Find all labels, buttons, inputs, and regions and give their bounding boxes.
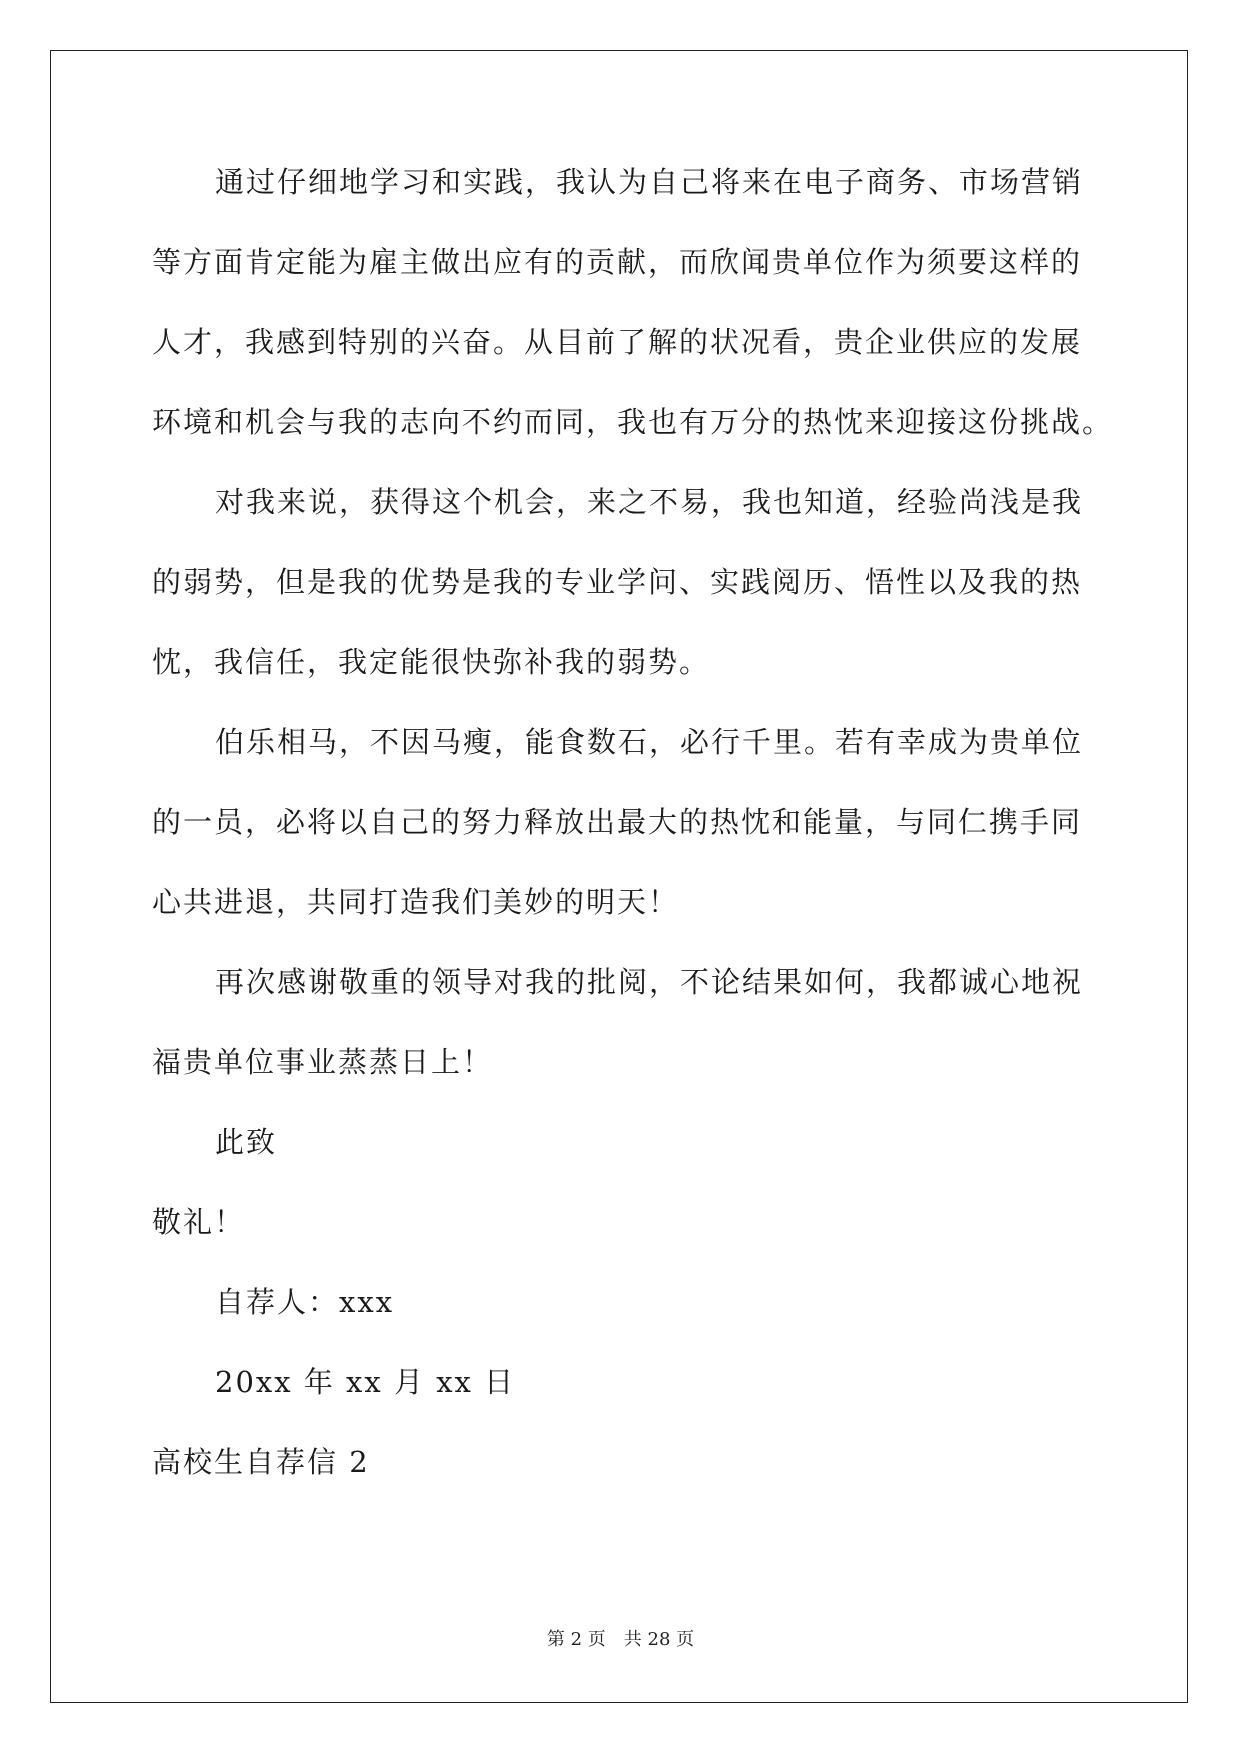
text-line: 福贵单位事业蒸蒸日上！ [152,1045,494,1079]
text-line: 等方面肯定能为雇主做出应有的贡献，而欣闻贵单位作为须要这样的 [152,245,1083,279]
text-line: 对我来说，获得这个机会，来之不易，我也知道，经验尚浅是我 [215,485,1084,519]
text-line: 此致 [215,1125,278,1159]
text-line: 高校生自荐信 2 [152,1445,370,1479]
text-line: 伯乐相马，不因马瘦，能食数石，必行千里。若有幸成为贵单位 [215,725,1084,759]
text-line: 忱，我信任，我定能很快弥补我的弱势。 [152,645,711,679]
text-line: 心共进退，共同打造我们美妙的明天！ [152,885,680,919]
text-line: 自荐人：xxx [215,1285,395,1319]
text-line: 的弱势，但是我的优势是我的专业学问、实践阅历、悟性以及我的热 [152,565,1083,599]
text-line: 的一员，必将以自己的努力释放出最大的热忱和能量，与同仁携手同 [152,805,1083,839]
text-line: 敬礼！ [152,1205,246,1239]
page-number: 第 2 页 共 28 页 [546,1629,695,1650]
text-line: 再次感谢敬重的领导对我的批阅，不论结果如何，我都诚心地祝 [215,965,1084,999]
text-line: 通过仔细地学习和实践，我认为自己将来在电子商务、市场营销 [215,165,1084,199]
letter-body [152,162,1114,1522]
text-line: 人才，我感到特别的兴奋。从目前了解的状况看，贵企业供应的发展 [152,325,1083,359]
text-line: 环境和机会与我的志向不约而同，我也有万分的热忱来迎接这份挑战。 [152,405,1114,439]
text-line: 20xx 年 xx 月 xx 日 [215,1365,516,1399]
